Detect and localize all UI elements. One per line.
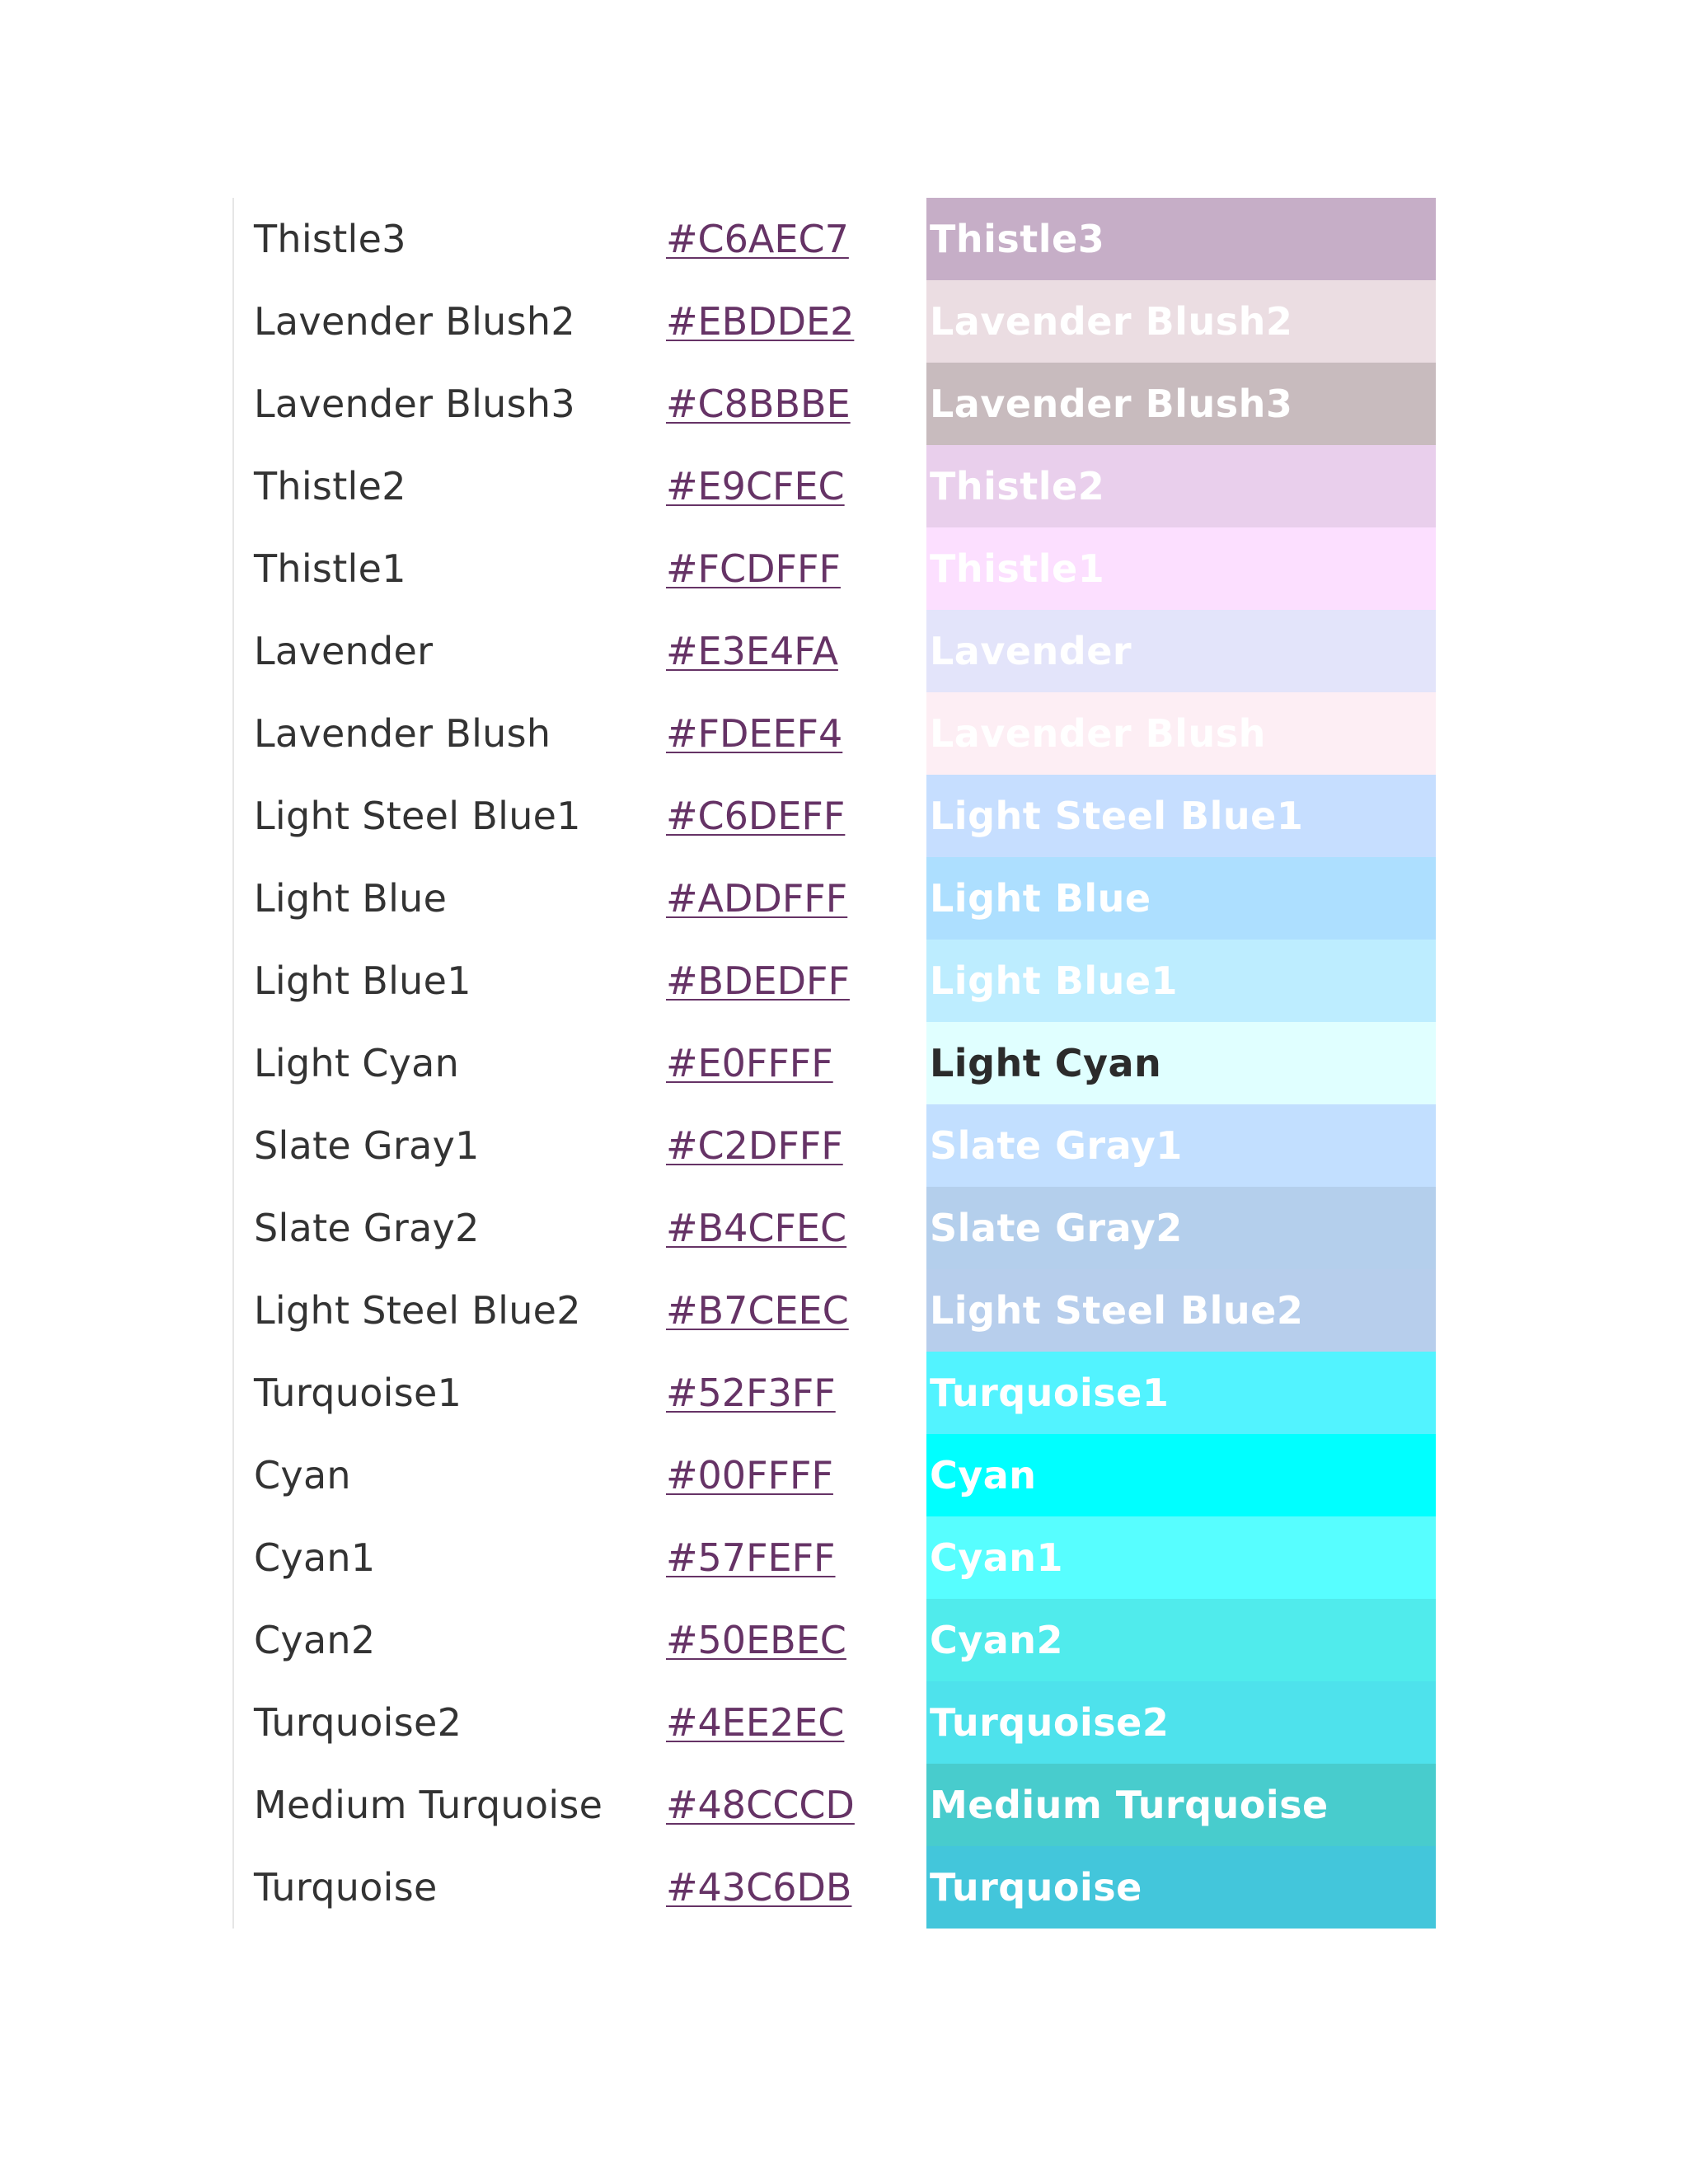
color-row [234, 1516, 1436, 1599]
color-swatch: Thistle2 [926, 445, 1436, 527]
hex-code-link[interactable]: #FCDFFF [666, 546, 841, 591]
hex-code-link[interactable]: #C6AEC7 [666, 217, 849, 261]
color-swatch: Lavender Blush [926, 692, 1436, 775]
color-row [234, 1599, 1436, 1681]
hex-code-link[interactable]: #BDEDFF [666, 958, 850, 1003]
hex-cell [666, 1187, 926, 1269]
color-swatch: Lavender Blush3 [926, 363, 1436, 445]
color-row [234, 1846, 1436, 1929]
hex-code-link[interactable]: #50EBEC [666, 1618, 846, 1662]
color-name: Lavender [254, 629, 434, 673]
color-name: Cyan1 [254, 1535, 376, 1580]
hex-code-link[interactable]: #FDEEF4 [666, 711, 843, 756]
color-swatch: Cyan [926, 1434, 1436, 1516]
color-row [234, 198, 1436, 280]
hex-cell [666, 198, 926, 280]
hex-cell [666, 1104, 926, 1187]
color-name: Slate Gray2 [254, 1206, 480, 1250]
color-name: Thistle3 [254, 217, 406, 261]
color-swatch: Slate Gray1 [926, 1104, 1436, 1187]
hex-code-link[interactable]: #E0FFFF [666, 1041, 833, 1085]
color-name: Lavender Blush [254, 711, 551, 756]
color-row [234, 280, 1436, 363]
hex-cell [666, 610, 926, 692]
color-name: Lavender Blush2 [254, 299, 575, 344]
color-name: Light Blue1 [254, 958, 471, 1003]
color-row [234, 1269, 1436, 1352]
hex-code-link[interactable]: #48CCCD [666, 1783, 855, 1827]
color-row [234, 692, 1436, 775]
color-swatch: Light Steel Blue2 [926, 1269, 1436, 1352]
color-row [234, 1187, 1436, 1269]
color-row [234, 445, 1436, 527]
hex-code-link[interactable]: #52F3FF [666, 1371, 836, 1415]
hex-cell [666, 1269, 926, 1352]
color-swatch: Cyan1 [926, 1516, 1436, 1599]
color-row [234, 363, 1436, 445]
color-swatch: Light Blue1 [926, 940, 1436, 1022]
hex-code-link[interactable]: #57FEFF [666, 1535, 836, 1580]
color-swatch: Lavender [926, 610, 1436, 692]
color-row [234, 1764, 1436, 1846]
hex-code-link[interactable]: #C6DEFF [666, 794, 846, 838]
color-row [234, 1434, 1436, 1516]
color-name: Turquoise [254, 1865, 438, 1910]
hex-cell [666, 527, 926, 610]
hex-cell [666, 1846, 926, 1929]
color-row [234, 940, 1436, 1022]
hex-cell [666, 445, 926, 527]
color-row [234, 775, 1436, 857]
color-name: Light Blue [254, 876, 448, 921]
hex-code-link[interactable]: #E9CFEC [666, 464, 845, 509]
color-row [234, 1681, 1436, 1764]
hex-code-link[interactable]: #B7CEEC [666, 1288, 849, 1333]
color-swatch: Turquoise2 [926, 1681, 1436, 1764]
color-name: Medium Turquoise [254, 1783, 603, 1827]
hex-code-link[interactable]: #E3E4FA [666, 629, 838, 673]
color-name: Light Cyan [254, 1041, 460, 1085]
hex-cell [666, 940, 926, 1022]
hex-code-link[interactable]: #4EE2EC [666, 1700, 845, 1745]
hex-code-link[interactable]: #EBDDE2 [666, 299, 855, 344]
color-swatch: Turquoise [926, 1846, 1436, 1929]
hex-code-link[interactable]: #C8BBBE [666, 382, 851, 426]
color-row [234, 527, 1436, 610]
hex-cell [666, 1434, 926, 1516]
color-name: Lavender Blush3 [254, 382, 575, 426]
hex-cell [666, 1681, 926, 1764]
color-swatch: Light Steel Blue1 [926, 775, 1436, 857]
hex-cell [666, 363, 926, 445]
color-name: Slate Gray1 [254, 1123, 480, 1168]
color-row [234, 1104, 1436, 1187]
hex-cell [666, 692, 926, 775]
color-row [234, 610, 1436, 692]
color-row [234, 857, 1436, 940]
color-swatch: Slate Gray2 [926, 1187, 1436, 1269]
color-swatch: Cyan2 [926, 1599, 1436, 1681]
hex-code-link[interactable]: #43C6DB [666, 1865, 852, 1910]
hex-code-link[interactable]: #C2DFFF [666, 1123, 843, 1168]
color-swatch: Thistle3 [926, 198, 1436, 280]
hex-cell [666, 857, 926, 940]
color-swatch: Turquoise1 [926, 1352, 1436, 1434]
color-swatch: Medium Turquoise [926, 1764, 1436, 1846]
color-name: Turquoise1 [254, 1371, 462, 1415]
color-name: Light Steel Blue2 [254, 1288, 581, 1333]
color-name: Turquoise2 [254, 1700, 462, 1745]
color-swatch: Light Cyan [926, 1022, 1436, 1104]
hex-cell [666, 775, 926, 857]
hex-cell [666, 1599, 926, 1681]
hex-code-link[interactable]: #B4CFEC [666, 1206, 847, 1250]
hex-code-link[interactable]: #ADDFFF [666, 876, 848, 921]
color-name: Light Steel Blue1 [254, 794, 581, 838]
color-swatch: Lavender Blush2 [926, 280, 1436, 363]
hex-code-link[interactable]: #00FFFF [666, 1453, 833, 1497]
color-swatch: Thistle1 [926, 527, 1436, 610]
color-row [234, 1022, 1436, 1104]
hex-cell [666, 280, 926, 363]
color-name: Cyan2 [254, 1618, 376, 1662]
hex-cell [666, 1516, 926, 1599]
color-name: Thistle2 [254, 464, 406, 509]
color-swatch: Light Blue [926, 857, 1436, 940]
hex-cell [666, 1352, 926, 1434]
color-table [232, 198, 1436, 1929]
hex-cell [666, 1764, 926, 1846]
color-name: Cyan [254, 1453, 351, 1497]
color-row [234, 1352, 1436, 1434]
hex-cell [666, 1022, 926, 1104]
color-name: Thistle1 [254, 546, 406, 591]
